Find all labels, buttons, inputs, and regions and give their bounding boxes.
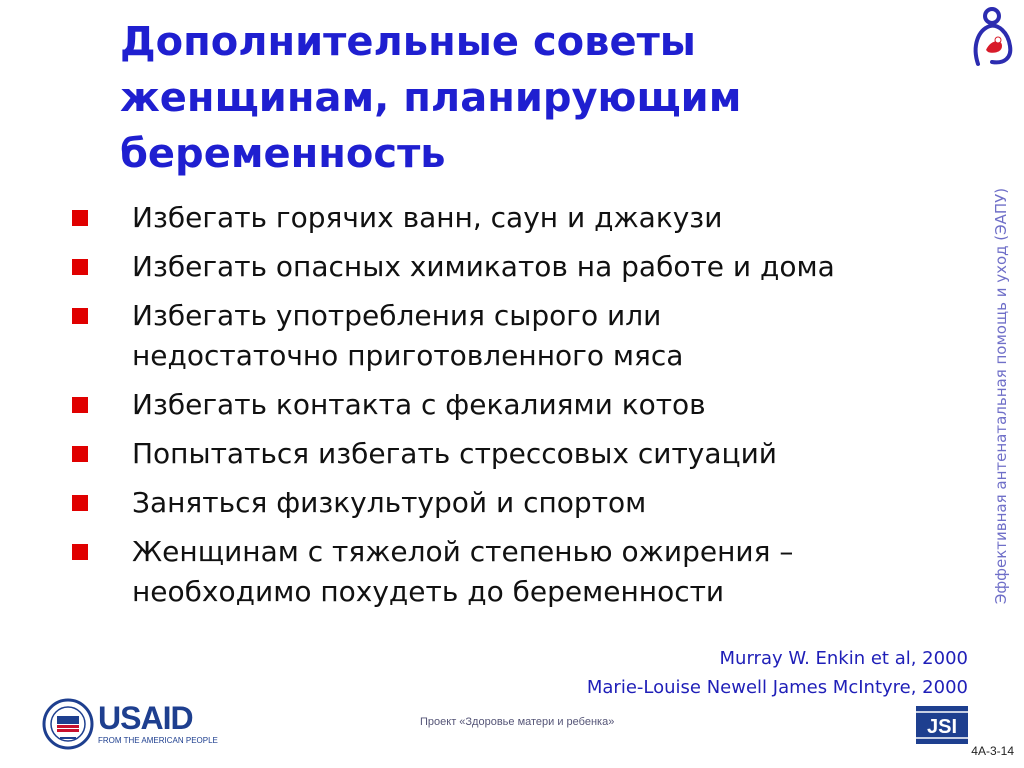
list-item bbox=[72, 198, 972, 238]
slide-number: 4А-3-14 bbox=[971, 744, 1014, 758]
red-square-bullet-icon bbox=[72, 259, 88, 275]
red-square-bullet-icon bbox=[72, 308, 88, 324]
list-item-text: Женщинам с тяжелой степенью ожирения – bbox=[132, 535, 794, 568]
slide-title-line: Дополнительные советы bbox=[120, 19, 696, 65]
jsi-logo-icon bbox=[916, 706, 968, 744]
reference-line: Marie-Louise Newell James McIntyre, 2000 bbox=[586, 677, 968, 698]
red-square-bullet-icon bbox=[72, 544, 88, 560]
red-square-bullet-icon bbox=[72, 397, 88, 413]
list-item-text: необходимо похудеть до беременности bbox=[132, 575, 725, 608]
list-item bbox=[72, 483, 972, 523]
list-item-text: Избегать употребления сырого или bbox=[132, 299, 662, 332]
list-item-text: Попытаться избегать стрессовых ситуаций bbox=[132, 437, 777, 470]
red-square-bullet-icon bbox=[72, 210, 88, 226]
reference-line: Murray W. Enkin et al, 2000 bbox=[719, 648, 968, 669]
list-item-text: Избегать контакта с фекалиями котов bbox=[132, 388, 706, 421]
red-square-bullet-icon bbox=[72, 495, 88, 511]
list-item-text: Избегать горячих ванн, саун и джакузи bbox=[132, 201, 723, 234]
usaid-tagline: FROM THE AMERICAN PEOPLE bbox=[98, 736, 218, 745]
jsi-logo-text: JSI bbox=[926, 716, 958, 738]
list-item bbox=[72, 247, 972, 287]
advice-list bbox=[72, 198, 972, 621]
side-caption: Эффективная антенатальная помощь и уход (ЭАПУ) bbox=[992, 187, 1010, 605]
usaid-wordmark: USAID bbox=[98, 700, 193, 736]
slide-title-line: беременность bbox=[120, 131, 446, 177]
list-item bbox=[72, 532, 972, 612]
list-item-text: недостаточно приготовленного мяса bbox=[132, 339, 684, 372]
usaid-logo bbox=[42, 698, 222, 754]
list-item bbox=[72, 385, 972, 425]
list-item bbox=[72, 296, 972, 376]
list-item-text: Избегать опасных химикатов на работе и дома bbox=[132, 250, 835, 283]
footer-project: Проект «Здоровье матери и ребенка» bbox=[420, 716, 615, 728]
red-square-bullet-icon bbox=[72, 446, 88, 462]
usaid-seal-icon bbox=[42, 698, 94, 750]
list-item-text: Заняться физкультурой и спортом bbox=[132, 486, 647, 519]
mother-and-child-logo-icon bbox=[968, 6, 1016, 68]
references bbox=[587, 644, 968, 702]
list-item bbox=[72, 434, 972, 474]
slide-title bbox=[120, 14, 880, 182]
slide-title-line: женщинам, планирующим bbox=[120, 75, 742, 121]
